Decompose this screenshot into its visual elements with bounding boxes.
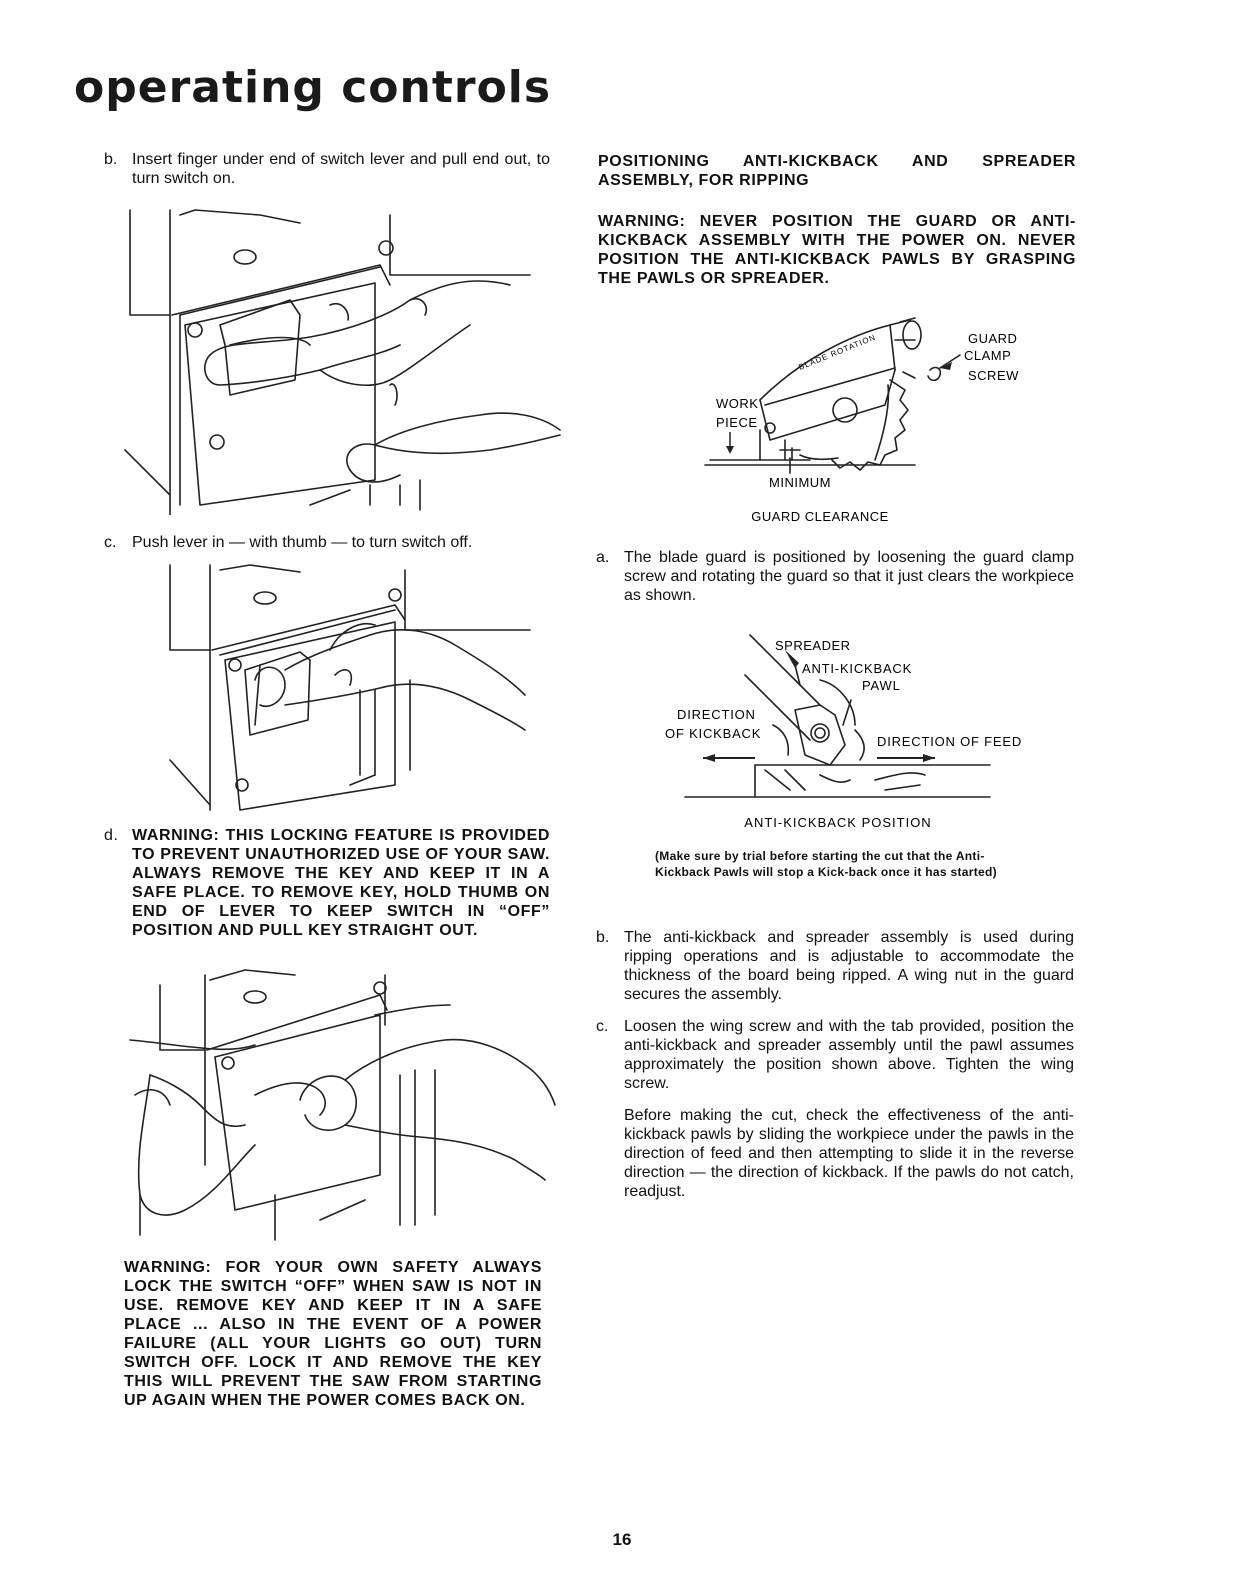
step-c	[104, 533, 550, 552]
right-warning: WARNING: NEVER POSITION THE GUARD OR ANTI-KICKBACK ASSEMBLY WITH THE POWER ON. NEVER POSITION THE ANTI-KICKBACK PAWLS BY GRASPING THE PAWLS OR SPREADER.	[598, 213, 1076, 287]
step-d-text: WARNING: THIS LOCKING FEATURE IS PROVIDED TO PREVENT UNAUTHORIZED USE OF YOUR SAW. ALWAYS REMOVE THE KEY AND KEEP IT IN A SAFE PLACE. TO REMOVE KEY, HOLD THUMB ON END OF LEVER TO KEEP SWITCH IN “OFF” POSITION AND PULL KEY STRAIGHT OUT.	[132, 827, 550, 939]
right-step-b	[596, 928, 1074, 1004]
step-b	[104, 150, 550, 188]
right-heading: POSITIONING ANTI-KICKBACK AND SPREADER ASSEMBLY, FOR RIPPING	[598, 153, 1076, 189]
page-title: operating controls	[74, 62, 552, 113]
trial-note: (Make sure by trial before starting the cut that the Anti-Kickback Pawls will stop a Kick-back once it has started)	[655, 849, 997, 879]
pawl-label-2: PAWL	[862, 678, 901, 693]
kickback-label-1: DIRECTION	[677, 707, 756, 722]
right-paragraph: Before making the cut, check the effectiveness of the anti-kickback pawls by sliding the workpiece under the pawls in the direction of feed and then attempting to slide it in the reverse direction — the direction of kickback. If the pawls do not catch, readjust.	[624, 1107, 1074, 1200]
guard-clearance-caption: GUARD CLEARANCE	[751, 509, 889, 524]
step-c-label: c.	[104, 534, 117, 551]
work-label-2: PIECE	[716, 415, 758, 430]
pawl-label-1: ANTI-KICKBACK	[802, 661, 913, 676]
anti-kickback-caption: ANTI-KICKBACK POSITION	[744, 815, 932, 830]
right-step-c-text: Loosen the wing screw and with the tab provided, position the anti-kickback and spreader assembly until the pawl assumes approximately the position shown above. Tighten the wing screw.	[624, 1018, 1074, 1092]
guard-clearance-diagram	[690, 310, 1060, 525]
switch-off-illustration	[110, 560, 550, 815]
step-b-text: Insert finger under end of switch lever and pull end out, to turn switch on.	[132, 151, 550, 187]
right-step-a-label: a.	[596, 549, 610, 566]
guard-label-3: SCREW	[968, 368, 1019, 383]
guard-label-1: GUARD	[968, 331, 1018, 346]
switch-on-illustration	[110, 205, 570, 515]
step-d-label: d.	[104, 827, 119, 844]
step-c-text: Push lever in — with thumb — to turn switch off.	[132, 534, 473, 551]
work-label-1: WORK	[716, 396, 759, 411]
guard-label-2: CLAMP	[964, 348, 1012, 363]
minimum-label: MINIMUM	[769, 475, 831, 490]
final-warning: WARNING: FOR YOUR OWN SAFETY ALWAYS LOCK THE SWITCH “OFF” WHEN SAW IS NOT IN USE. REMOVE KEY AND KEEP IT IN A SAFE PLACE ... ALSO IN THE EVENT OF A POWER FAILURE (ALL YOUR LIGHTS GO OUT) TURN SWITCH OFF. LOCK IT AND REMOVE THE KEY THIS WILL PREVENT THE SAW FROM STARTING UP AGAIN WHEN THE POWER COMES BACK ON.	[124, 1259, 542, 1409]
kickback-label-2: OF KICKBACK	[665, 726, 762, 741]
page-number: 16	[612, 1530, 632, 1549]
remove-key-illustration	[125, 965, 565, 1245]
right-step-a-text: The blade guard is positioned by loosening the guard clamp screw and rotating the guard so that it just clears the workpiece as shown.	[624, 549, 1074, 604]
spreader-label: SPREADER	[775, 638, 851, 653]
anti-kickback-diagram	[655, 630, 1075, 840]
step-b-label: b.	[104, 151, 118, 168]
right-step-b-text: The anti-kickback and spreader assembly is used during ripping operations and is adjustable to accommodate the thickness of the board being ripped. A wing nut in the guard secures the assembly.	[624, 929, 1074, 1003]
right-step-c	[596, 1017, 1074, 1093]
step-d	[104, 826, 550, 940]
right-step-c-label: c.	[596, 1018, 609, 1035]
right-step-a	[596, 548, 1074, 605]
feed-label: DIRECTION OF FEED	[877, 734, 1023, 749]
right-step-b-label: b.	[596, 929, 610, 946]
blade-rotation-label: BLADE ROTATION	[797, 332, 878, 372]
